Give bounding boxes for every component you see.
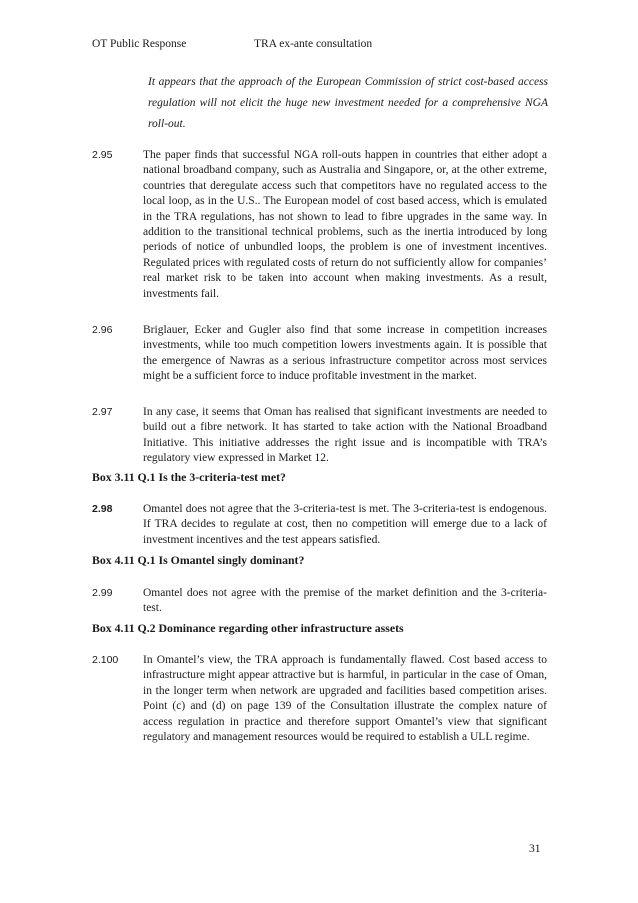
quotation: It appears that the approach of the European Commission of strict cost-based access regulation will not elicit the huge new investment needed for a comprehensive NGA roll-out. — [148, 76, 548, 130]
page-number: 31 — [529, 843, 541, 855]
header-left: OT Public Response — [92, 38, 187, 50]
paragraph-2-95 — [92, 148, 547, 302]
paragraph-text: Omantel does not agree that the 3-criteria-test is met. The 3-criteria-test is endogenous. If TRA decides to regulate at cost, then no competition will emerge due to a lack of investment incentives and the test appears satisfied. — [143, 503, 547, 546]
paragraph-2-100 — [92, 653, 547, 745]
paragraph-text: The paper finds that successful NGA roll-outs happen in countries that either adopt a national broadband company, such as Australia and Singapore, or, at the other extreme, countries that deregulate access such that competitors have no regulated access to the local loop, as in the U.S.. The European model of cost based access, which is emulated in the TRA regulations, has not shown to lead to fibre upgrades in the same way. In addition to the transitional technical problems, such as the inertia introduced by long periods of notice of unbundled loops, the problem is one of investment incentives. Regulated prices with regulated costs of return do not sufficiently allow for companies’ real market risk to be taken into account when making investments. As a result, investments fail. — [143, 149, 547, 300]
paragraph-2-99 — [92, 586, 547, 617]
box-heading-4-11-q2: Box 4.11 Q.2 Dominance regarding other infrastructure assets — [92, 621, 404, 635]
paragraph-number: 2.96 — [92, 324, 113, 336]
paragraph-text: In any case, it seems that Oman has realised that significant investments are needed to build out a fibre network. It has started to take action with the National Broadband Initiative. This initiative addresses the right issue and is incompatible with TRA’s regulatory view expressed in Market 12. — [143, 406, 547, 465]
paragraph-text: Omantel does not agree with the premise of the market definition and the 3-criteria-test. — [143, 587, 547, 615]
box-heading-3-11-q1: Box 3.11 Q.1 Is the 3-criteria-test met? — [92, 470, 286, 484]
paragraph-text: In Omantel’s view, the TRA approach is fundamentally flawed. Cost based access to infrastructure might appear attractive but is harmful, in particular in the case of Oman, in the longer term when network are upgraded and facilities based competition arises. Point (c) and (d) on page 139 of the Consultation illustrate the complex nature of access regulation in practice and therefore support Omantel’s view that significant regulatory and management resources would be required to establish a ULL regime. — [143, 654, 547, 744]
paragraph-number: 2.95 — [92, 149, 113, 161]
paragraph-number: 2.100 — [92, 654, 119, 666]
paragraph-2-98 — [92, 502, 547, 548]
paragraph-number: 2.97 — [92, 406, 113, 418]
paragraph-2-97 — [92, 405, 547, 467]
paragraph-number: 2.99 — [92, 587, 113, 599]
paragraph-text: Briglauer, Ecker and Gugler also find that some increase in competition increases investments, while too much competition lowers investments again. It is possible that the emergence of Nawras as a serious infrastructure competitor across most services might be a sufficient force to induce profitable investment in the market. — [143, 324, 547, 383]
page-header — [92, 38, 373, 50]
paragraph-2-96 — [92, 323, 547, 385]
box-heading-4-11-q1: Box 4.11 Q.1 Is Omantel singly dominant? — [92, 553, 305, 567]
header-center: TRA ex-ante consultation — [254, 38, 373, 50]
paragraph-number: 2.98 — [92, 503, 113, 515]
